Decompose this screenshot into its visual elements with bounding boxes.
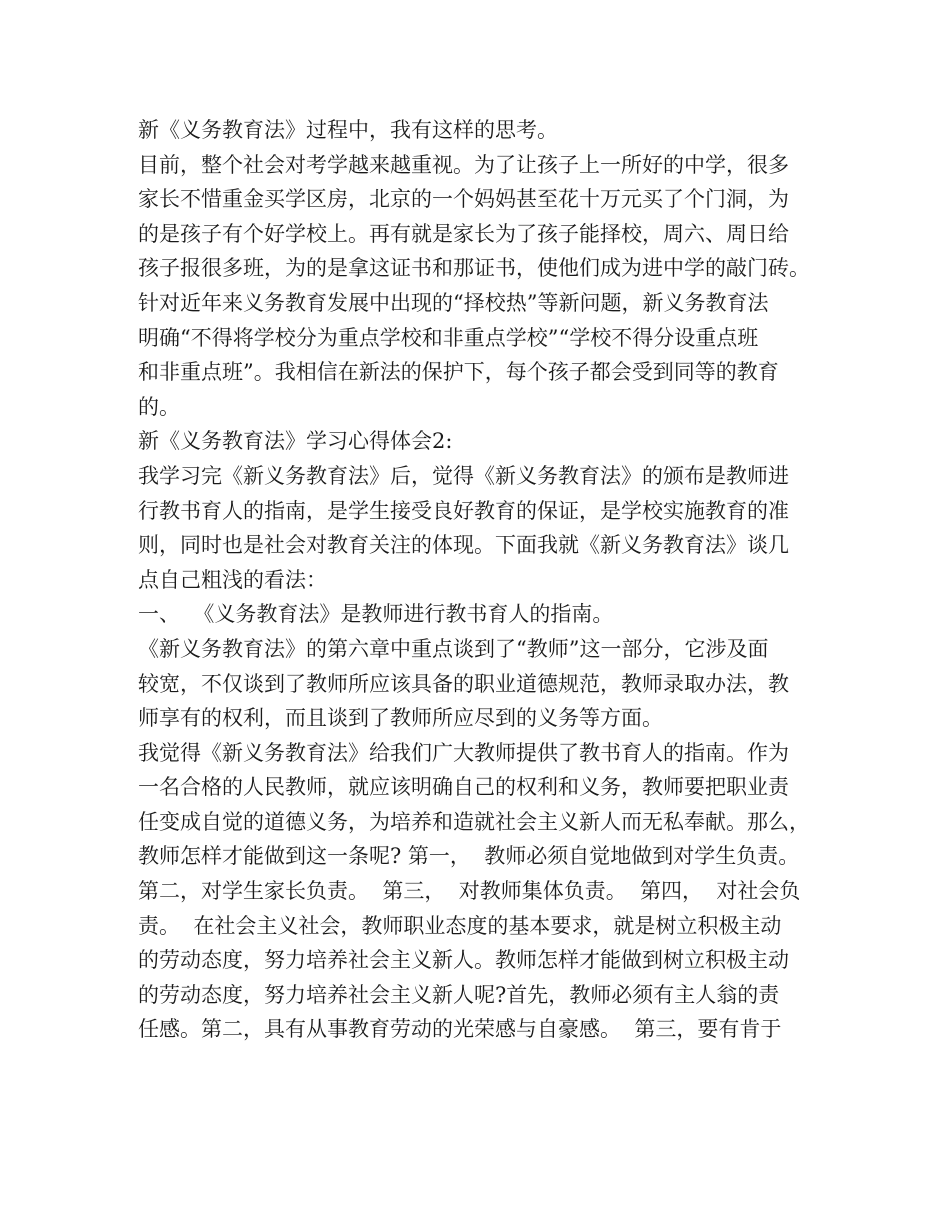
text-line: 第二，对学生家长负责。 第三， 对教师集体负责。 第四， 对社会负: [138, 879, 801, 904]
text-line: 的是孩子有个好学校上。再有就是家长为了孩子能择校，周六、周日给: [138, 221, 789, 246]
text-line: 则，同时也是社会对教育关注的体现。下面我就《新义务教育法》谈几: [138, 533, 789, 558]
text-line: 新《义务教育法》学习心得体会2:: [138, 429, 453, 454]
text-line: 针对近年来义务教育发展中出现的“择校热”等新问题，新义务教育法: [138, 290, 769, 315]
text-line: 家长不惜重金买学区房，北京的一个妈妈甚至花十万元买了个门洞，为: [138, 187, 789, 212]
text-line: 的。: [138, 394, 180, 419]
text-line: 明确“不得将学校分为重点学校和非重点学校”“学校不得分设重点班: [138, 325, 759, 350]
text-line: 一名合格的人民教师，就应该明确自己的权利和义务，教师要把职业责: [138, 775, 789, 800]
text-line: 一、 《义务教育法》是教师进行教书育人的指南。: [138, 602, 614, 627]
text-line: 行教书育人的指南，是学生接受良好教育的保证，是学校实施教育的准: [138, 498, 789, 523]
text-line: 我学习完《新义务教育法》后，觉得《新义务教育法》的颁布是教师进: [138, 463, 789, 488]
document-body: [138, 113, 838, 1047]
text-line: 孩子报很多班，为的是拿这证书和那证书，使他们成为进中学的敲门砖。: [138, 256, 810, 281]
text-line: 我觉得《新义务教育法》给我们广大教师提供了教书育人的指南。作为: [138, 740, 789, 765]
text-line: 目前，整个社会对考学越来越重视。为了让孩子上一所好的中学，很多: [138, 152, 789, 177]
text-line: 责。 在社会主义社会，教师职业态度的基本要求，就是树立积极主动: [138, 913, 782, 938]
text-line: 点自己粗浅的看法：: [138, 567, 327, 592]
text-line: 师享有的权利，而且谈到了教师所应尽到的义务等方面。: [138, 706, 663, 731]
text-line: 的劳动态度，努力培养社会主义新人呢?首先，教师必须有主人翁的责: [138, 982, 780, 1007]
text-line: 任感。第二，具有从事教育劳动的光荣感与自豪感。 第三，要有肯于: [138, 1017, 782, 1042]
text-line: 教师怎样才能做到这一条呢? 第一， 教师必须自觉地做到对学生负责。: [138, 844, 800, 869]
text-line: 的劳动态度，努力培养社会主义新人。教师怎样才能做到树立积极主动: [138, 948, 789, 973]
text-line: 任变成自觉的道德义务，为培养和造就社会主义新人而无私奉献。那么，: [138, 809, 810, 834]
text-line: 新《义务教育法》过程中，我有这样的思考。: [138, 118, 558, 142]
text-line: 《新义务教育法》的第六章中重点谈到了“教师”这一部分，它涉及面: [138, 636, 769, 661]
text-line: 较宽，不仅谈到了教师所应该具备的职业道德规范，教师录取办法，教: [138, 671, 789, 696]
text-line: 和非重点班”。我相信在新法的保护下，每个孩子都会受到同等的教育: [138, 360, 779, 385]
